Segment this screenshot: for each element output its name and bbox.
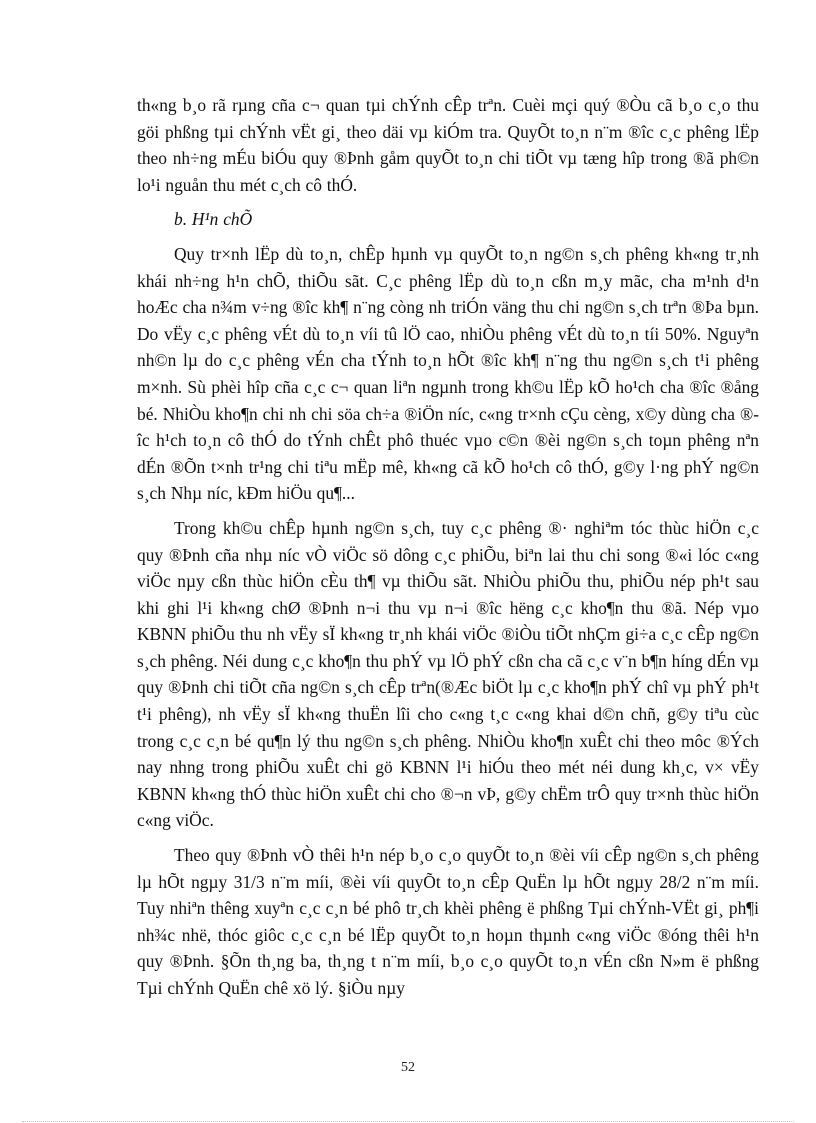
- paragraph-4: Theo quy ®Þnh vÒ thêi h¹n nép b¸o c¸o quyÕt to¸n ®èi víi cÊp ng©n s¸ch phêng lµ hÕt ngµy 31/3 n¨m míi, ®èi víi quyÕt to¸n cÊp QuËn lµ hÕt ngµy 28/2 n¨m míi. Tuy nhiªn thêng xuyªn c¸c c¸n bé phô tr¸ch khèi phêng ë phßng Tµi chÝnh-VËt gi¸ ph¶i nh¾c nhë, thóc giôc c¸c c¸n bé lËp quyÕt to¸n hoµn thµnh c«ng viÖc ®óng thêi h¹n quy ®Þnh. §Õn th¸ng ba, th¸ng t n¨m míi, b¸o c¸o quyÕt to¸n vÉn cßn N»m ë phßng Tµi chÝnh QuËn chê xö lý. §iÒu nµy: [137, 845, 759, 998]
- body-text: [137, 92, 759, 1002]
- section-heading: b. H¹n chÕ: [174, 209, 253, 230]
- page-number: 52: [401, 1060, 415, 1075]
- paragraph-1: th«ng b¸o rã rµng cña c¬ quan tµi chÝnh cÊp trªn. Cuèi mçi quý ®Òu cã b¸o c¸o thu göi phßng tµi chÝnh vËt gi¸ theo däi vµ kiÓm tra. QuyÕt to¸n n¨m ®îc c¸c phêng lËp theo nh÷ng mÉu biÓu quy ®Þnh gåm quyÕt to¸n chi tiÕt vµ tæng hîp trong ®ã ph©n lo¹i nguån thu mét c¸ch cô thÓ.: [137, 95, 759, 195]
- bottom-divider: [22, 1121, 794, 1122]
- paragraph-2: Quy tr×nh lËp dù to¸n, chÊp hµnh vµ quyÕt to¸n ng©n s¸ch phêng kh«ng tr¸nh khái nh÷ng h¹n chÕ, thiÕu sãt. C¸c phêng lËp dù to¸n cßn m¸y mãc, cha m¹nh d¹n hoÆc cha n¾m v÷ng ®îc kh¶ n¨ng còng nh triÓn väng thu chi ng©n s¸ch trªn ®Þa bµn. Do vËy c¸c phêng vÉt dù to¸n víi tû lÖ cao, nhiÒu phêng vÉt dù to¸n tíi 50%. Nguyªn nh©n lµ do c¸c phêng vÉn cha tÝnh to¸n hÕt ®îc kh¶ n¨ng thu ng©n s¸ch t¹i phêng m×nh. Sù phèi hîp cña c¸c c¬ quan liªn ngµnh trong kh©u lËp kÕ ho¹ch cha ®îc ®ång bé. NhiÒu kho¶n chi nh chi söa ch÷a ®iÖn níc, c«ng tr×nh cÇu cèng, x©y dùng cha ®îc h¹ch to¸n cô thÓ do tÝnh chÊt phô thuéc vµo c©n ®èi ng©n s¸ch toµn phêng nªn dÉn ®Õn t×nh tr¹ng chi tiªu mËp mê, kh«ng cã kÕ ho¹ch cô thÓ, g©y l·ng phÝ ng©n s¸ch Nhµ níc, kÐm hiÖu qu¶...: [137, 243, 759, 504]
- paragraph-3: Trong kh©u chÊp hµnh ng©n s¸ch, tuy c¸c phêng ®· nghiªm tóc thùc hiÖn c¸c quy ®Þnh cña nhµ níc vÒ viÖc sö dông c¸c phiÕu, biªn lai thu chi song ®«i lóc c«ng viÖc nµy cßn thùc hiÖn cÈu th¶ vµ thiÕu sãt. NhiÒu phiÕu thu, phiÕu nép ph¹t sau khi ghi l¹i kh«ng chØ ®Þnh n¬i thu vµ n¬i ®îc hëng c¸c kho¶n thu ®ã. Nép vµo KBNN phiÕu thu nh vËy sÏ kh«ng tr¸nh khái viÖc ®iÒu tiÕt nhÇm gi÷a c¸c cÊp ng©n s¸ch phêng. Néi dung c¸c kho¶n thu phÝ vµ lÖ phÝ cßn cha cã c¸c v¨n b¶n híng dÉn vµ quy ®Þnh chi tiÕt cña ng©n s¸ch cÊp trªn(®Æc biÖt lµ c¸c kho¶n phÝ chî vµ phÝ ph¹t t¹i phêng), nh vËy sÏ kh«ng thuËn lîi cho c«ng t¸c c«ng khai d©n chñ, g©y tiªu cùc trong c¸c c¸n bé qu¶n lý thu ng©n s¸ch phêng. NhiÒu kho¶n xuÊt chi theo môc ®Ých nay nhng trong phiÕu xuÊt chi gö KBNN l¹i hiÓu theo mét néi dung kh¸c, v× vËy KBNN kh«ng thÓ thùc hiÖn xuÊt chi cho ®¬n vÞ, g©y chËm trÔ quy tr×nh thùc hiÖn c«ng viÖc.: [137, 517, 759, 831]
